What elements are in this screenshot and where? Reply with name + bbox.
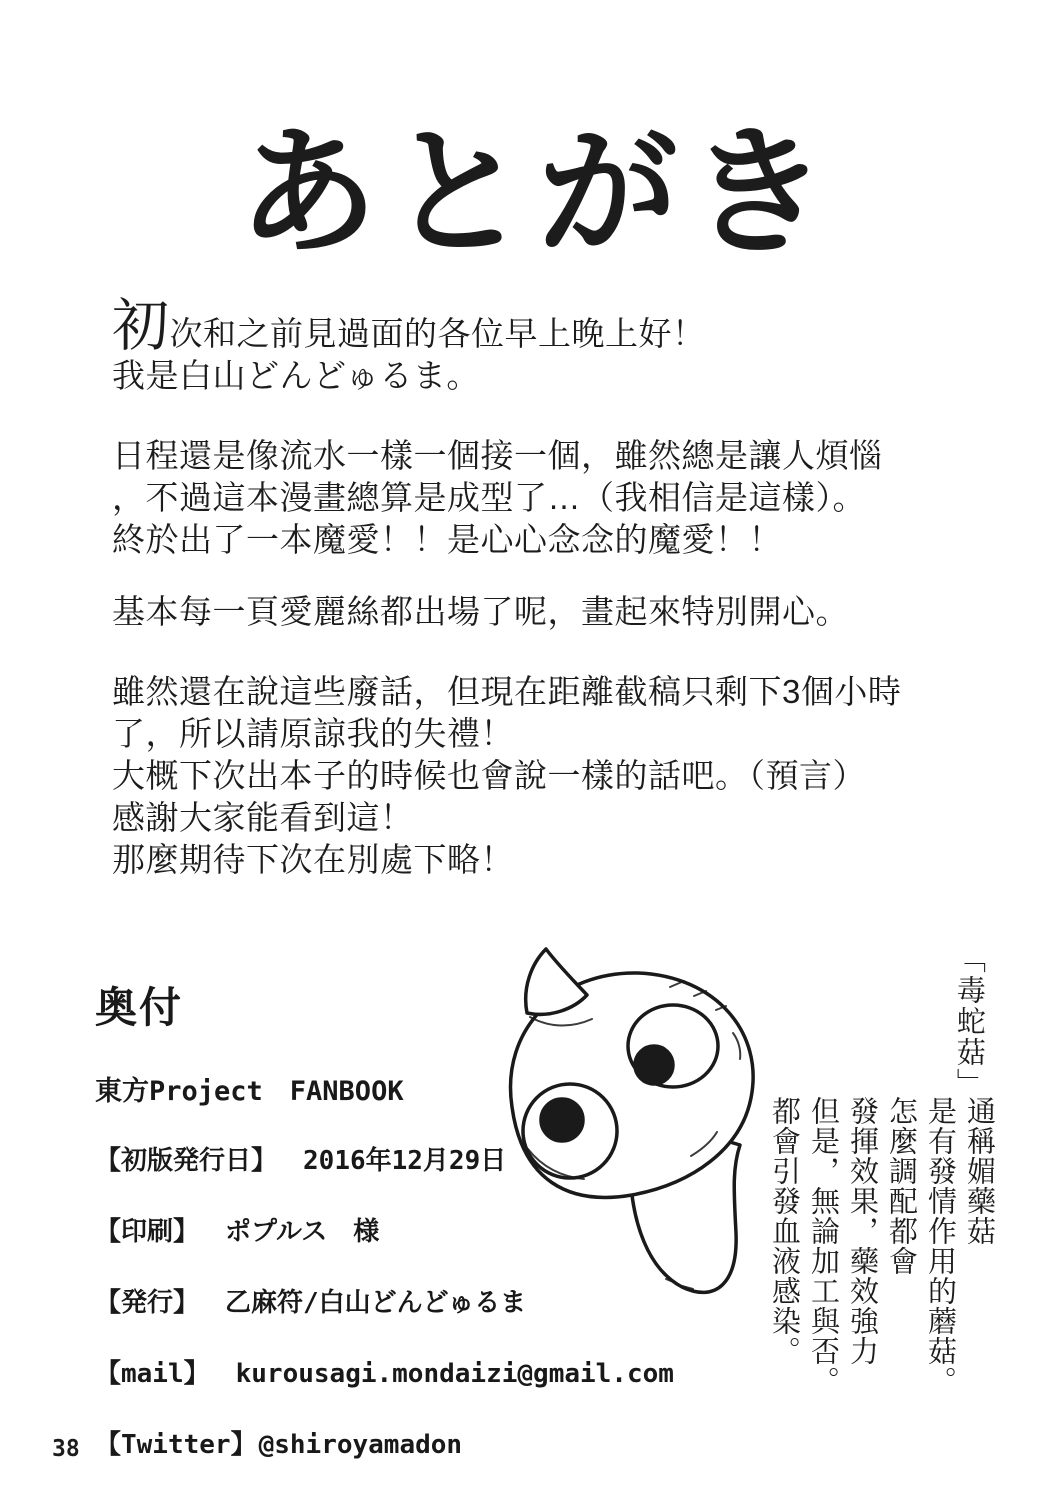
afterword-line: 日程還是像流水一樣一個接一個，雖然總是讓人煩惱 bbox=[112, 437, 883, 474]
colophon-label: 【印刷】 bbox=[95, 1217, 200, 1247]
colophon-entry-mail bbox=[95, 1353, 674, 1390]
colophon-value: @shiroyamadon bbox=[258, 1430, 463, 1460]
colophon-value: ポプルス 様 bbox=[225, 1217, 380, 1247]
colophon-label: 【Twitter】 bbox=[95, 1430, 257, 1460]
afterword-paragraph bbox=[112, 591, 952, 633]
colophon-label: 【mail】 bbox=[95, 1359, 210, 1389]
colophon-value: kurousagi.mondaizi@gmail.com bbox=[235, 1359, 674, 1389]
afterword-paragraph bbox=[112, 671, 952, 881]
afterword-line: 我是白山どんどゅるま。 bbox=[112, 357, 480, 394]
mushroom-note-title: 「毒蛇菇」 bbox=[952, 944, 985, 1099]
page-number: 38 bbox=[52, 1436, 80, 1462]
colophon-label: 【初版発行日】 bbox=[95, 1146, 278, 1176]
colophon-label: 【発行】 bbox=[95, 1288, 200, 1318]
colophon-value: 乙麻符/白山どんどゅるま bbox=[225, 1288, 527, 1318]
mushroom-note-column: 但是，無論加工與否。 bbox=[807, 1096, 839, 1396]
afterword-line: 雖然還在說這些廢話，但現在距離截稿只剩下3個小時 bbox=[112, 673, 902, 710]
colophon-series-line: 東方Project FANBOOK bbox=[95, 1076, 404, 1107]
afterword-line: 感謝大家能看到這！ bbox=[112, 799, 414, 836]
afterword-line: 了，所以請原諒我的失禮！ bbox=[112, 715, 514, 752]
mushroom-note-column: 是有發情作用的蘑菇。 bbox=[924, 1096, 956, 1396]
mushroom-note bbox=[758, 1096, 998, 1426]
mushroom-note-column: 發揮效果，藥效強力 bbox=[846, 1096, 878, 1366]
afterword-line: ，不過這本漫畫總算是成型了…（我相信是這樣）。 bbox=[112, 479, 866, 516]
afterword-line-text: 次和之前見過面的各位早上晚上好！ bbox=[169, 315, 706, 352]
afterword-line: 基本每一頁愛麗絲都出場了呢，畫起來特別開心。 bbox=[112, 593, 849, 630]
colophon-value: 2016年12月29日 bbox=[303, 1146, 507, 1176]
drop-cap: 初 bbox=[112, 294, 170, 358]
mushroom-note-column: 怎麼調配都會 bbox=[885, 1096, 917, 1276]
mushroom-doodle-icon bbox=[470, 935, 800, 1305]
mushroom-note-column: 通稱媚藥菇 bbox=[963, 1096, 995, 1246]
colophon-heading: 奥付 bbox=[95, 983, 184, 1032]
afterword-line: 那麼期待下次在別處下略！ bbox=[112, 841, 514, 878]
afterword-paragraph bbox=[112, 294, 952, 397]
colophon-entry-twitter bbox=[95, 1424, 674, 1461]
mushroom-note-column: 都會引發血液感染。 bbox=[768, 1096, 800, 1366]
afterword-paragraph bbox=[112, 435, 952, 561]
afterword-line: 終於出了一本魔愛！！是心心念念的魔愛！！ bbox=[112, 521, 782, 558]
afterword-text bbox=[112, 294, 952, 881]
afterword-line: 大概下次出本子的時候也會說一樣的話吧。（預言） bbox=[112, 757, 866, 794]
afterword-line bbox=[112, 294, 952, 358]
page-title: あとがき bbox=[238, 114, 839, 271]
